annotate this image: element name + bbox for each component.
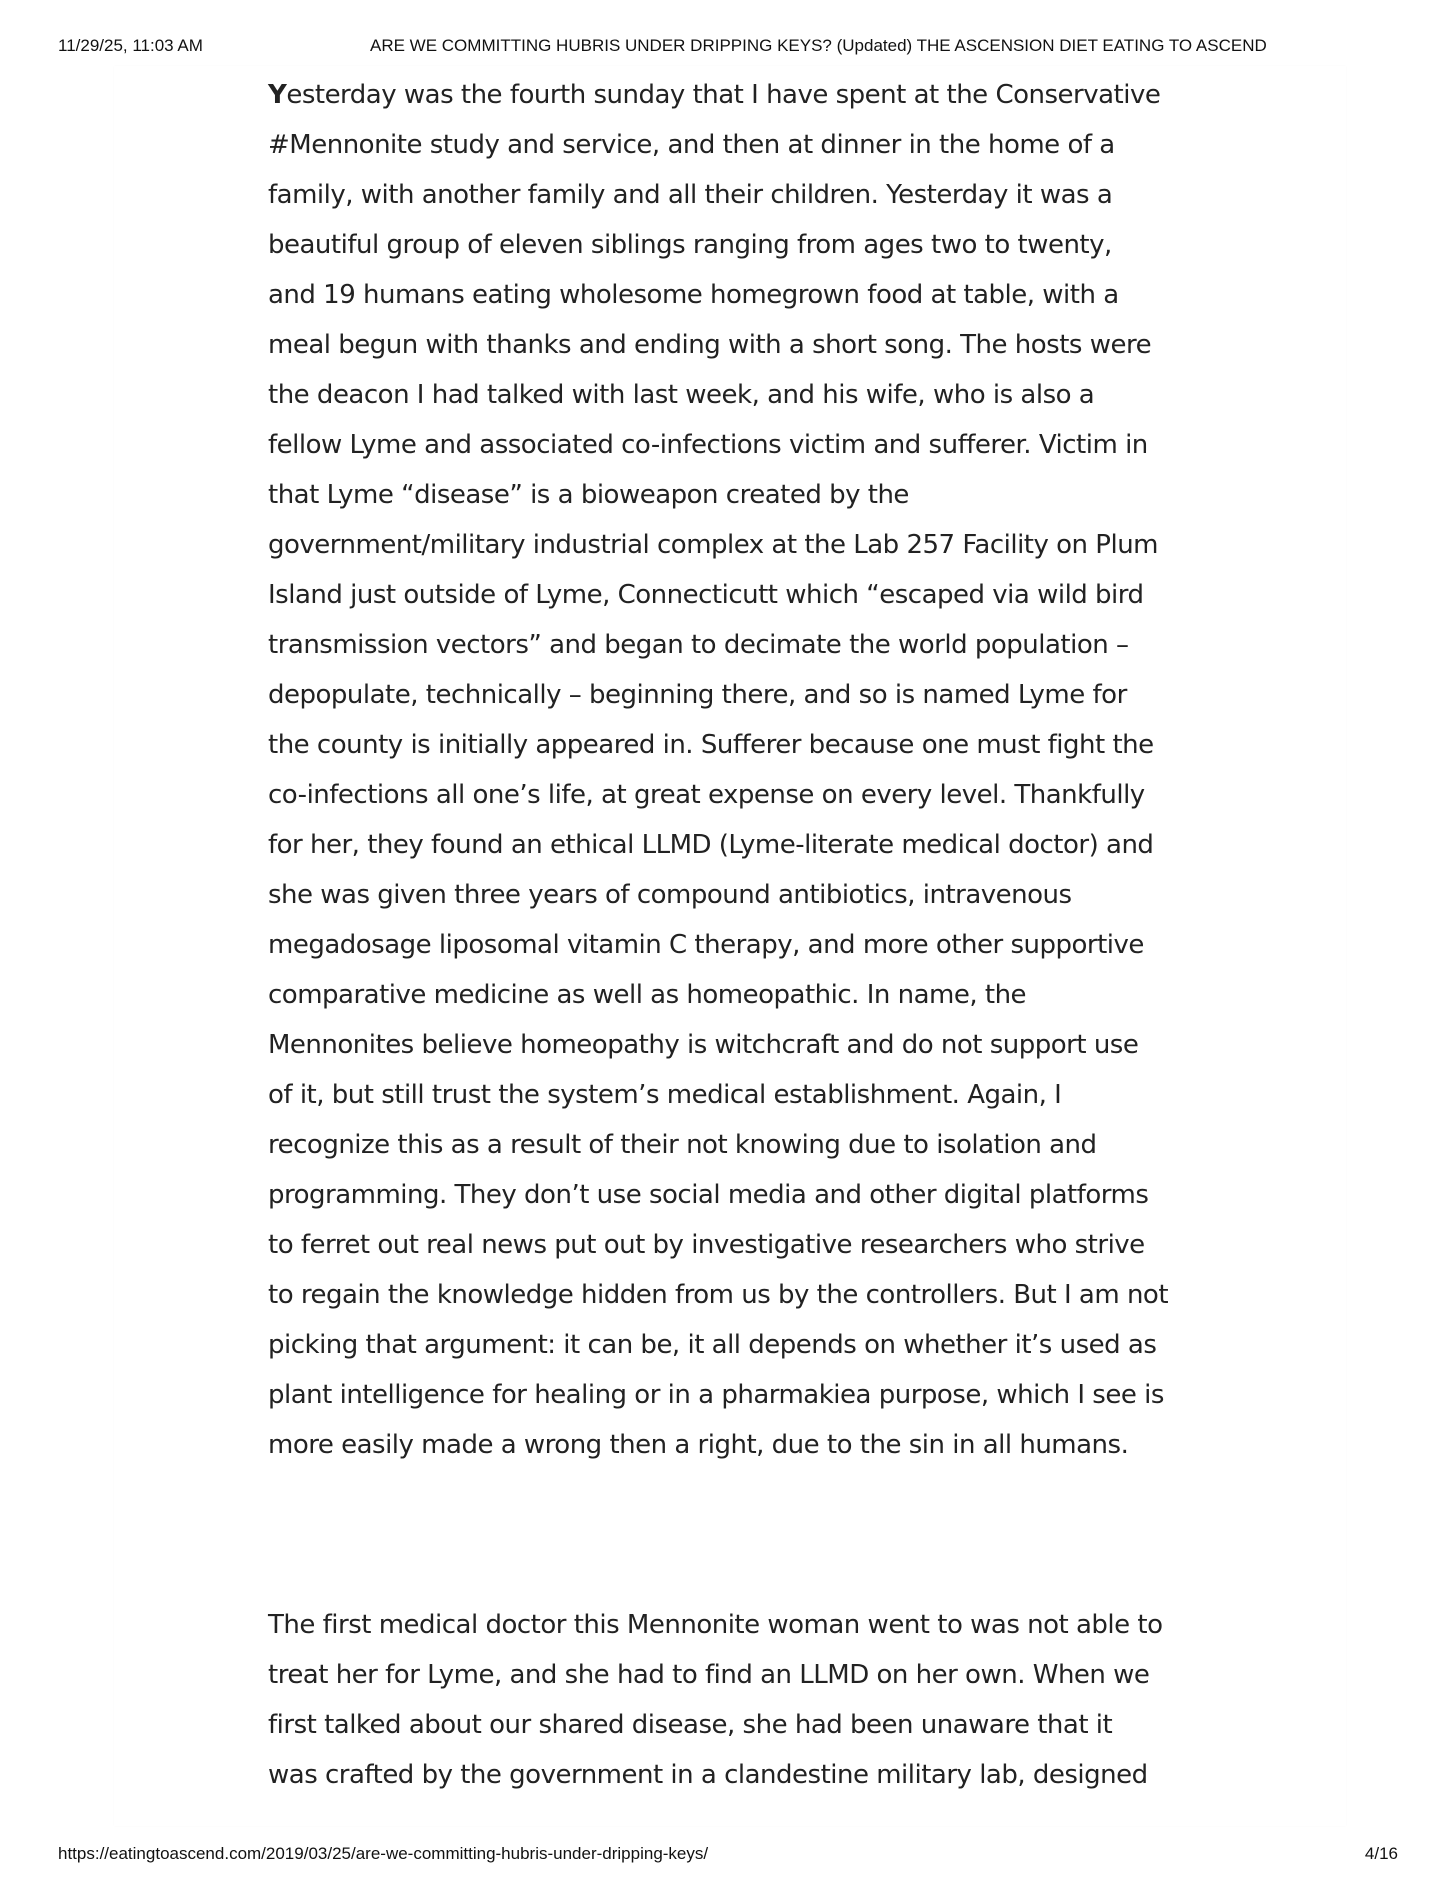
paragraph-line: transmission vectors” and began to decimate the world population – bbox=[268, 630, 1129, 660]
paragraph-line: the deacon I had talked with last week, and his wife, who is also a bbox=[268, 380, 1095, 410]
paragraph-line: to regain the knowledge hidden from us by the controllers. But I am not bbox=[268, 1280, 1169, 1310]
paragraph-line: Mennonites believe homeopathy is witchcraft and do not support use bbox=[268, 1030, 1139, 1060]
page-number: 4/16 bbox=[1364, 1844, 1398, 1863]
paragraph-line: #Mennonite study and service, and then at dinner in the home of a bbox=[268, 130, 1115, 160]
print-header bbox=[0, 36, 1456, 62]
paragraph-line: co-infections all one’s life, at great expense on every level. Thankfully bbox=[268, 780, 1145, 810]
paragraph-line: to ferret out real news put out by investigative researchers who strive bbox=[268, 1230, 1145, 1260]
paragraph-line: comparative medicine as well as homeopathic. In name, the bbox=[268, 980, 1027, 1010]
paragraph-line: recognize this as a result of their not knowing due to isolation and bbox=[268, 1130, 1097, 1160]
paragraph-line: plant intelligence for healing or in a pharmakiea purpose, which I see is bbox=[268, 1380, 1164, 1410]
paragraph-first-line bbox=[268, 70, 1198, 120]
paragraph-line: picking that argument: it can be, it all depends on whether it’s used as bbox=[268, 1330, 1157, 1360]
paragraph-line: was crafted by the government in a clandestine military lab, designed bbox=[268, 1760, 1148, 1790]
paragraph-line: the county is initially appeared in. Sufferer because one must fight the bbox=[268, 730, 1154, 760]
paragraph-line: government/military industrial complex at the Lab 257 Facility on Plum bbox=[268, 530, 1159, 560]
article-paragraph-2 bbox=[268, 1600, 1198, 1800]
paragraph-line: first talked about our shared disease, she had been unaware that it bbox=[268, 1710, 1113, 1740]
print-page-title: ARE WE COMMITTING HUBRIS UNDER DRIPPING KEYS? (Updated) THE ASCENSION DIET EATING TO ASCEND bbox=[370, 36, 1267, 55]
paragraph-line: Island just outside of Lyme, Connecticutt which “escaped via wild bird bbox=[268, 580, 1144, 610]
first-line-text: esterday was the fourth sunday that I have spent at the Conservative bbox=[286, 80, 1161, 110]
print-footer bbox=[0, 1844, 1456, 1868]
paragraph-line: programming. They don’t use social media and other digital platforms bbox=[268, 1180, 1149, 1210]
paragraph-line: fellow Lyme and associated co-infections victim and sufferer. Victim in bbox=[268, 430, 1148, 460]
paragraph-line: of it, but still trust the system’s medical establishment. Again, I bbox=[268, 1080, 1062, 1110]
paragraph-line: she was given three years of compound antibiotics, intravenous bbox=[268, 880, 1072, 910]
paragraph-line: meal begun with thanks and ending with a short song. The hosts were bbox=[268, 330, 1152, 360]
print-date: 11/29/25, 11:03 AM bbox=[58, 36, 203, 55]
paragraph-line: The first medical doctor this Mennonite woman went to was not able to bbox=[268, 1610, 1163, 1640]
paragraph-line: megadosage liposomal vitamin C therapy, and more other supportive bbox=[268, 930, 1144, 960]
paragraph-line: treat her for Lyme, and she had to find an LLMD on her own. When we bbox=[268, 1660, 1150, 1690]
paragraph-line: that Lyme “disease” is a bioweapon created by the bbox=[268, 480, 909, 510]
paragraph-line: depopulate, technically – beginning there, and so is named Lyme for bbox=[268, 680, 1127, 710]
paragraph-line: family, with another family and all their children. Yesterday it was a bbox=[268, 180, 1113, 210]
paragraph-line: and 19 humans eating wholesome homegrown food at table, with a bbox=[268, 280, 1119, 310]
drop-cap: Y bbox=[268, 80, 287, 110]
paragraph-line: more easily made a wrong then a right, due to the sin in all humans. bbox=[268, 1430, 1129, 1460]
paragraph-line: for her, they found an ethical LLMD (Lyme-literate medical doctor) and bbox=[268, 830, 1154, 860]
article-paragraph-1 bbox=[268, 70, 1198, 1470]
page-url-link[interactable]: https://eatingtoascend.com/2019/03/25/are-we-committing-hubris-under-dripping-keys/ bbox=[58, 1844, 709, 1863]
paragraph-line: beautiful group of eleven siblings ranging from ages two to twenty, bbox=[268, 230, 1112, 260]
